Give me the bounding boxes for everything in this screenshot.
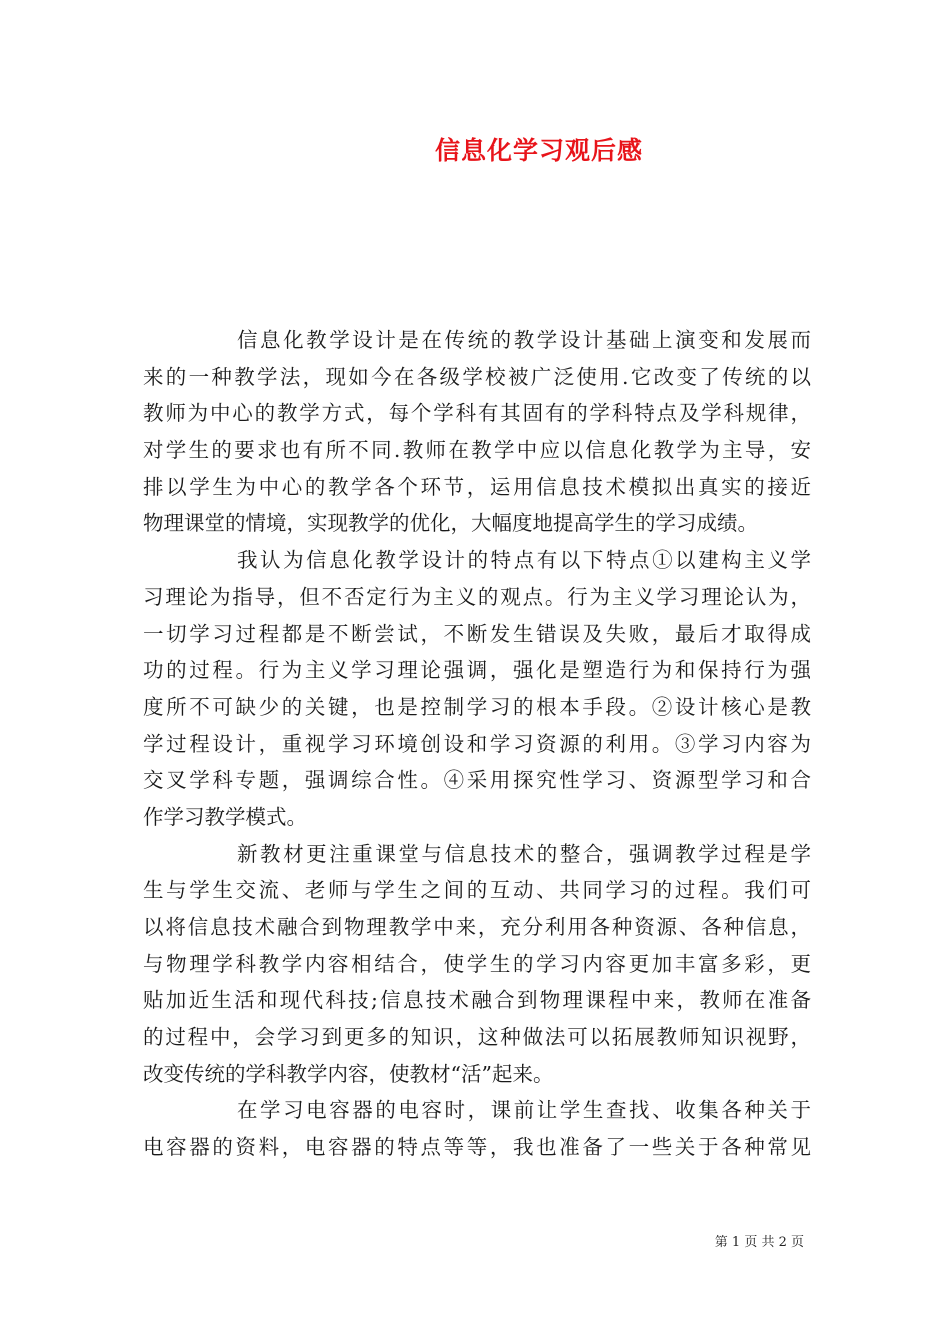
text-line: 新教材更注重课堂与信息技术的整合，强调教学过程是学: [237, 841, 811, 866]
page-footer: 第 1 页 共 2 页: [714, 1235, 804, 1250]
text-line: 一切学习过程都是不断尝试，不断发生错误及失败，最后才取得成: [143, 621, 811, 646]
text-line: 对学生的要求也有所不同.教师在教学中应以信息化教学为主导，安: [143, 438, 811, 463]
text-line: 物理课堂的情境，实现教学的优化，大幅度地提高学生的学习成绩。: [143, 511, 758, 536]
text-line: 来的一种教学法，现如今在各级学校被广泛使用.它改变了传统的以: [143, 364, 811, 389]
text-line: 电容器的资料，电容器的特点等等，我也准备了一些关于各种常见: [143, 1135, 811, 1160]
paragraph: [143, 542, 811, 836]
text-line: 教师为中心的教学方式，每个学科有其固有的学科特点及学科规律，: [143, 401, 811, 426]
text-line: 在学习电容器的电容时，课前让学生查找、收集各种关于: [237, 1098, 811, 1123]
text-line: 以将信息技术融合到物理教学中来，充分利用各种资源、各种信息，: [143, 915, 811, 939]
text-line: 信息化教学设计是在传统的教学设计基础上演变和发展而: [237, 328, 811, 352]
text-line: 改变传统的学科教学内容，使教材“活”起来。: [143, 1061, 554, 1086]
text-line: 我认为信息化教学设计的特点有以下特点①以建构主义学: [237, 548, 811, 573]
text-line: 习理论为指导，但不否定行为主义的观点。行为主义学习理论认为，: [143, 584, 811, 609]
text-line: 生与学生交流、老师与学生之间的互动、共同学习的过程。我们可: [143, 878, 811, 903]
text-line: 与物理学科教学内容相结合，使学生的学习内容更加丰富多彩，更: [143, 951, 811, 976]
paragraph: [143, 1092, 811, 1165]
text-line: 度所不可缺少的关键，也是控制学习的根本手段。②设计核心是教: [143, 694, 811, 719]
text-line: 的过程中，会学习到更多的知识，这种做法可以拓展教师知识视野，: [143, 1025, 811, 1050]
paragraph: [143, 836, 811, 1093]
text-line: 交叉学科专题，强调综合性。④采用探究性学习、资源型学习和合: [143, 768, 811, 793]
text-line: 作学习教学模式。: [143, 804, 307, 829]
text-line: 贴加近生活和现代科技;信息技术融合到物理课程中来，教师在准备: [143, 988, 811, 1013]
text-line: 学过程设计，重视学习环境创设和学习资源的利用。③学习内容为: [143, 731, 811, 756]
paragraph: [143, 322, 811, 542]
text-line: 功的过程。行为主义学习理论强调，强化是塑造行为和保持行为强: [143, 658, 811, 683]
text-line: 排以学生为中心的教学各个环节，运用信息技术模拟出真实的接近: [143, 474, 811, 499]
document-body: [143, 322, 811, 1166]
document-title: 信息化学习观后感: [434, 136, 643, 165]
